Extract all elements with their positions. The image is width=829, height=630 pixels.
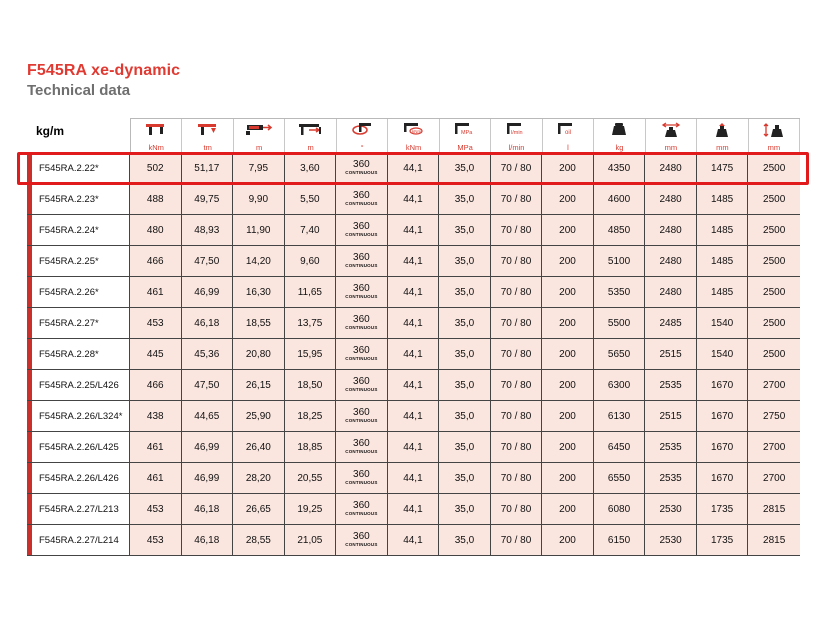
- row-accent-bar: [27, 308, 32, 338]
- header-cell: [182, 119, 233, 153]
- table-cell: 47,50: [182, 370, 234, 400]
- table-cell: 4850: [594, 215, 646, 245]
- table-cell: 3,60: [285, 153, 337, 183]
- table-cell: 18,55: [233, 308, 285, 338]
- table-cell: 44,1: [388, 308, 440, 338]
- header-cell: [234, 119, 285, 153]
- slewing-torque-icon: [388, 122, 438, 141]
- table-cell: 1670: [697, 370, 749, 400]
- table-cell: 46,99: [182, 277, 234, 307]
- row-accent-bar: [27, 401, 32, 431]
- model-name: F545RA.2.23*: [27, 184, 130, 214]
- table-cell: 438: [130, 401, 182, 431]
- table-cell: 44,1: [388, 246, 440, 276]
- pressure-icon: [440, 122, 490, 141]
- table-cell: 11,65: [285, 277, 337, 307]
- row-accent-bar: [27, 339, 32, 369]
- table-cell: 6550: [594, 463, 646, 493]
- table-cell: 28,55: [233, 525, 285, 555]
- column-unit: mm: [664, 143, 678, 152]
- header-cell: [388, 119, 439, 153]
- rotation-value: 360: [353, 283, 370, 295]
- table-cell: 2480: [645, 277, 697, 307]
- page-title: F545RA xe-dynamic: [27, 62, 181, 79]
- header-cell: [543, 119, 594, 153]
- column-unit: kNm: [405, 143, 422, 152]
- table-cell: 11,90: [233, 215, 285, 245]
- header-cell: [594, 119, 645, 153]
- rotation-value: 360: [353, 252, 370, 264]
- table-cell: 2535: [645, 432, 697, 462]
- table-cell: 44,1: [388, 463, 440, 493]
- header-cell: [440, 119, 491, 153]
- table-cell: 5350: [594, 277, 646, 307]
- table-cell: 466: [130, 246, 182, 276]
- table-cell: 502: [130, 153, 182, 183]
- table-cell: 2480: [645, 246, 697, 276]
- svg-text:kNm: kNm: [411, 129, 421, 134]
- table-cell: 35,0: [439, 525, 491, 555]
- table-cell: 6130: [594, 401, 646, 431]
- table-cell: 47,50: [182, 246, 234, 276]
- table-cell: [336, 308, 388, 338]
- table-cell: 70 / 80: [491, 215, 543, 245]
- table-row: [27, 494, 800, 525]
- table-cell: 200: [542, 494, 594, 524]
- table-cell: 44,1: [388, 277, 440, 307]
- table-cell: 70 / 80: [491, 277, 543, 307]
- technical-data-table: [27, 118, 800, 556]
- column-unit: m: [256, 143, 263, 152]
- table-cell: [336, 370, 388, 400]
- header-cell: [285, 119, 336, 153]
- table-cell: 2700: [748, 463, 800, 493]
- table-cell: [336, 215, 388, 245]
- header-cell: [491, 119, 542, 153]
- table-cell: 7,95: [233, 153, 285, 183]
- table-cell: 44,1: [388, 215, 440, 245]
- table-cell: [336, 184, 388, 214]
- rotation-continuous-label: CONTINUOUS: [345, 325, 378, 331]
- table-cell: 35,0: [439, 339, 491, 369]
- table-cell: 2480: [645, 184, 697, 214]
- table-cell: 200: [542, 308, 594, 338]
- rotation-continuous-label: CONTINUOUS: [345, 449, 378, 455]
- table-cell: 1735: [697, 525, 749, 555]
- rotation-continuous-label: CONTINUOUS: [345, 232, 378, 238]
- rotation-continuous-label: CONTINUOUS: [345, 263, 378, 269]
- table-cell: 46,99: [182, 463, 234, 493]
- table-cell: 35,0: [439, 277, 491, 307]
- table-cell: 445: [130, 339, 182, 369]
- column-unit: kNm: [148, 143, 164, 152]
- table-cell: 2500: [748, 339, 800, 369]
- table-cell: 2500: [748, 215, 800, 245]
- table-cell: 2500: [748, 153, 800, 183]
- table-row: [27, 246, 800, 277]
- table-row: [27, 525, 800, 556]
- rotation-value: 360: [353, 314, 370, 326]
- row-accent-bar: [27, 463, 32, 493]
- table-cell: 453: [130, 308, 182, 338]
- table-row: [27, 401, 800, 432]
- table-cell: 20,55: [285, 463, 337, 493]
- table-cell: 35,0: [439, 494, 491, 524]
- rotation-value: 360: [353, 500, 370, 512]
- model-name: F545RA.2.22*: [27, 153, 130, 183]
- table-row: [27, 277, 800, 308]
- rotation-value: 360: [353, 407, 370, 419]
- slewing-angle-icon: [337, 122, 387, 141]
- rotation-value: 360: [353, 531, 370, 543]
- table-cell: 1540: [697, 339, 749, 369]
- table-cell: 1485: [697, 215, 749, 245]
- table-header: [27, 118, 800, 152]
- table-cell: 2480: [645, 215, 697, 245]
- table-cell: 35,0: [439, 246, 491, 276]
- lifting-capacity-icon: [182, 122, 232, 141]
- table-cell: 2815: [748, 494, 800, 524]
- hydraulic-outreach-icon: [234, 122, 284, 141]
- table-cell: 70 / 80: [491, 463, 543, 493]
- table-cell: 6300: [594, 370, 646, 400]
- table-cell: 1670: [697, 463, 749, 493]
- table-cell: 16,30: [233, 277, 285, 307]
- table-cell: 46,99: [182, 432, 234, 462]
- table-cell: 5650: [594, 339, 646, 369]
- table-cell: 2500: [748, 246, 800, 276]
- column-unit: l: [567, 143, 569, 152]
- table-cell: 51,17: [182, 153, 234, 183]
- row-accent-bar: [27, 525, 32, 555]
- table-cell: 2535: [645, 463, 697, 493]
- model-name: F545RA.2.24*: [27, 215, 130, 245]
- rotation-value: 360: [353, 221, 370, 233]
- table-cell: 35,0: [439, 184, 491, 214]
- table-row: [27, 308, 800, 339]
- table-cell: 35,0: [439, 401, 491, 431]
- table-cell: 26,15: [233, 370, 285, 400]
- page-subtitle: Technical data: [27, 82, 131, 99]
- table-cell: 44,1: [388, 494, 440, 524]
- table-cell: [336, 494, 388, 524]
- table-cell: 44,1: [388, 339, 440, 369]
- table-cell: 6150: [594, 525, 646, 555]
- column-unit: m: [307, 143, 314, 152]
- table-cell: 13,75: [285, 308, 337, 338]
- table-cell: 44,1: [388, 370, 440, 400]
- model-name: F545RA.2.25*: [27, 246, 130, 276]
- table-row: [27, 184, 800, 215]
- rotation-value: 360: [353, 345, 370, 357]
- table-cell: 1485: [697, 184, 749, 214]
- table-cell: 15,95: [285, 339, 337, 369]
- table-cell: 35,0: [439, 370, 491, 400]
- table-cell: 35,0: [439, 215, 491, 245]
- table-cell: 5500: [594, 308, 646, 338]
- table-cell: 70 / 80: [491, 401, 543, 431]
- manual-outreach-icon: [285, 122, 335, 141]
- table-cell: [336, 339, 388, 369]
- row-accent-bar: [27, 246, 32, 276]
- table-cell: 35,0: [439, 463, 491, 493]
- table-row: [27, 153, 800, 184]
- model-name: F545RA.2.26/L426: [27, 463, 130, 493]
- table-cell: 200: [542, 277, 594, 307]
- table-cell: 45,36: [182, 339, 234, 369]
- weight-icon: [594, 122, 644, 141]
- rotation-continuous-label: CONTINUOUS: [345, 294, 378, 300]
- table-cell: 2535: [645, 370, 697, 400]
- table-cell: 28,20: [233, 463, 285, 493]
- table-cell: 21,05: [285, 525, 337, 555]
- table-cell: 466: [130, 370, 182, 400]
- table-cell: 9,60: [285, 246, 337, 276]
- table-cell: 70 / 80: [491, 525, 543, 555]
- table-cell: 461: [130, 463, 182, 493]
- table-cell: [336, 463, 388, 493]
- column-unit: °: [360, 143, 364, 152]
- table-cell: 461: [130, 432, 182, 462]
- table-cell: 70 / 80: [491, 339, 543, 369]
- table-cell: [336, 246, 388, 276]
- table-cell: 200: [542, 432, 594, 462]
- table-cell: 2530: [645, 494, 697, 524]
- table-cell: 1475: [697, 153, 749, 183]
- table-cell: 2700: [748, 432, 800, 462]
- table-cell: 44,1: [388, 525, 440, 555]
- space-requirement-icon: [697, 122, 747, 143]
- table-cell: 35,0: [439, 308, 491, 338]
- row-accent-bar: [27, 432, 32, 462]
- table-cell: [336, 401, 388, 431]
- table-cell: 488: [130, 184, 182, 214]
- header-cells: [130, 118, 800, 152]
- rotation-continuous-label: CONTINUOUS: [345, 170, 378, 176]
- table-cell: 25,90: [233, 401, 285, 431]
- table-cell: 7,40: [285, 215, 337, 245]
- row-accent-bar: [27, 370, 32, 400]
- table-cell: 2515: [645, 401, 697, 431]
- model-name: F545RA.2.27/L213: [27, 494, 130, 524]
- table-cell: 44,1: [388, 401, 440, 431]
- table-cell: 18,50: [285, 370, 337, 400]
- rotation-continuous-label: CONTINUOUS: [345, 542, 378, 548]
- rotation-continuous-label: CONTINUOUS: [345, 356, 378, 362]
- table-cell: 2500: [748, 184, 800, 214]
- table-cell: 1670: [697, 432, 749, 462]
- table-cell: 1485: [697, 277, 749, 307]
- table-cell: 18,85: [285, 432, 337, 462]
- table-cell: 453: [130, 525, 182, 555]
- rotation-value: 360: [353, 376, 370, 388]
- table-row: [27, 432, 800, 463]
- rotation-continuous-label: CONTINUOUS: [345, 480, 378, 486]
- model-name: F545RA.2.26/L425: [27, 432, 130, 462]
- rotation-value: 360: [353, 469, 370, 481]
- model-name: F545RA.2.26/L324*: [27, 401, 130, 431]
- table-cell: 35,0: [439, 432, 491, 462]
- table-cell: [336, 277, 388, 307]
- table-cell: 200: [542, 370, 594, 400]
- table-cell: 480: [130, 215, 182, 245]
- table-cell: 44,1: [388, 184, 440, 214]
- table-cell: 1735: [697, 494, 749, 524]
- rotation-value: 360: [353, 159, 370, 171]
- table-cell: 2700: [748, 370, 800, 400]
- table-cell: 26,65: [233, 494, 285, 524]
- column-unit: mm: [716, 143, 729, 152]
- table-row: [27, 339, 800, 370]
- column-unit: tm: [203, 143, 212, 152]
- rotation-value: 360: [353, 438, 370, 450]
- table-cell: 70 / 80: [491, 308, 543, 338]
- table-cell: 200: [542, 246, 594, 276]
- lifting-moment-icon: [131, 122, 181, 141]
- table-cell: 6080: [594, 494, 646, 524]
- table-cell: 26,40: [233, 432, 285, 462]
- header-cell: [131, 119, 182, 153]
- table-cell: 70 / 80: [491, 370, 543, 400]
- column-unit: l/min: [508, 143, 525, 152]
- flow-rate-icon: [491, 122, 541, 141]
- table-cell: 2750: [748, 401, 800, 431]
- table-cell: 2500: [748, 277, 800, 307]
- row-accent-bar: [27, 184, 32, 214]
- oil-tank-icon: [543, 122, 593, 141]
- table-cell: 6450: [594, 432, 646, 462]
- table-cell: 2500: [748, 308, 800, 338]
- model-name: F545RA.2.27/L214: [27, 525, 130, 555]
- table-cell: 5,50: [285, 184, 337, 214]
- rotation-value: 360: [353, 190, 370, 202]
- table-cell: 200: [542, 184, 594, 214]
- row-accent-bar: [27, 277, 32, 307]
- table-cell: 49,75: [182, 184, 234, 214]
- table-cell: 44,1: [388, 432, 440, 462]
- width-icon: [646, 122, 696, 143]
- table-cell: 2480: [645, 153, 697, 183]
- table-cell: 200: [542, 215, 594, 245]
- table-cell: 1540: [697, 308, 749, 338]
- column-unit: mm: [767, 143, 781, 152]
- table-cell: [336, 153, 388, 183]
- table-cell: 2515: [645, 339, 697, 369]
- table-cell: 200: [542, 525, 594, 555]
- table-cell: 70 / 80: [491, 432, 543, 462]
- table-cell: 70 / 80: [491, 153, 543, 183]
- table-cell: 200: [542, 339, 594, 369]
- table-cell: 70 / 80: [491, 184, 543, 214]
- row-accent-bar: [27, 494, 32, 524]
- table-cell: 48,93: [182, 215, 234, 245]
- header-cell: [646, 119, 697, 153]
- table-cell: 1485: [697, 246, 749, 276]
- model-name: F545RA.2.26*: [27, 277, 130, 307]
- height-icon: [749, 122, 799, 143]
- table-cell: 44,65: [182, 401, 234, 431]
- svg-text:oil: oil: [564, 130, 571, 136]
- table-cell: 200: [542, 463, 594, 493]
- svg-text:MPa: MPa: [461, 130, 473, 136]
- table-cell: [336, 432, 388, 462]
- table-row: [27, 370, 800, 401]
- table-cell: 5100: [594, 246, 646, 276]
- unit-label: kg/m: [36, 124, 65, 138]
- row-accent-bar: [27, 215, 32, 245]
- table-cell: 20,80: [233, 339, 285, 369]
- table-body: [27, 152, 800, 556]
- header-cell: [697, 119, 748, 153]
- table-cell: [336, 525, 388, 555]
- table-cell: 2485: [645, 308, 697, 338]
- table-cell: 18,25: [285, 401, 337, 431]
- column-unit: MPa: [457, 143, 473, 152]
- table-cell: 14,20: [233, 246, 285, 276]
- table-cell: 2530: [645, 525, 697, 555]
- table-cell: 19,25: [285, 494, 337, 524]
- column-unit: kg: [615, 143, 624, 152]
- model-name: F545RA.2.28*: [27, 339, 130, 369]
- row-accent-bar: [27, 153, 32, 183]
- table-cell: 35,0: [439, 153, 491, 183]
- svg-text:l/min: l/min: [510, 130, 523, 136]
- model-name: F545RA.2.25/L426: [27, 370, 130, 400]
- table-cell: 461: [130, 277, 182, 307]
- rotation-continuous-label: CONTINUOUS: [345, 387, 378, 393]
- table-cell: 46,18: [182, 494, 234, 524]
- table-cell: 453: [130, 494, 182, 524]
- rotation-continuous-label: CONTINUOUS: [345, 418, 378, 424]
- table-row: [27, 463, 800, 494]
- header-cell: [749, 119, 800, 153]
- table-cell: 4600: [594, 184, 646, 214]
- table-cell: 46,18: [182, 525, 234, 555]
- table-cell: 200: [542, 401, 594, 431]
- header-cell: [337, 119, 388, 153]
- table-cell: 70 / 80: [491, 246, 543, 276]
- rotation-continuous-label: CONTINUOUS: [345, 201, 378, 207]
- table-cell: 1670: [697, 401, 749, 431]
- table-cell: 70 / 80: [491, 494, 543, 524]
- table-cell: 44,1: [388, 153, 440, 183]
- model-name: F545RA.2.27*: [27, 308, 130, 338]
- table-row: [27, 215, 800, 246]
- table-cell: 4350: [594, 153, 646, 183]
- rotation-continuous-label: CONTINUOUS: [345, 511, 378, 517]
- table-cell: 200: [542, 153, 594, 183]
- table-cell: 46,18: [182, 308, 234, 338]
- table-cell: 2815: [748, 525, 800, 555]
- table-cell: 9,90: [233, 184, 285, 214]
